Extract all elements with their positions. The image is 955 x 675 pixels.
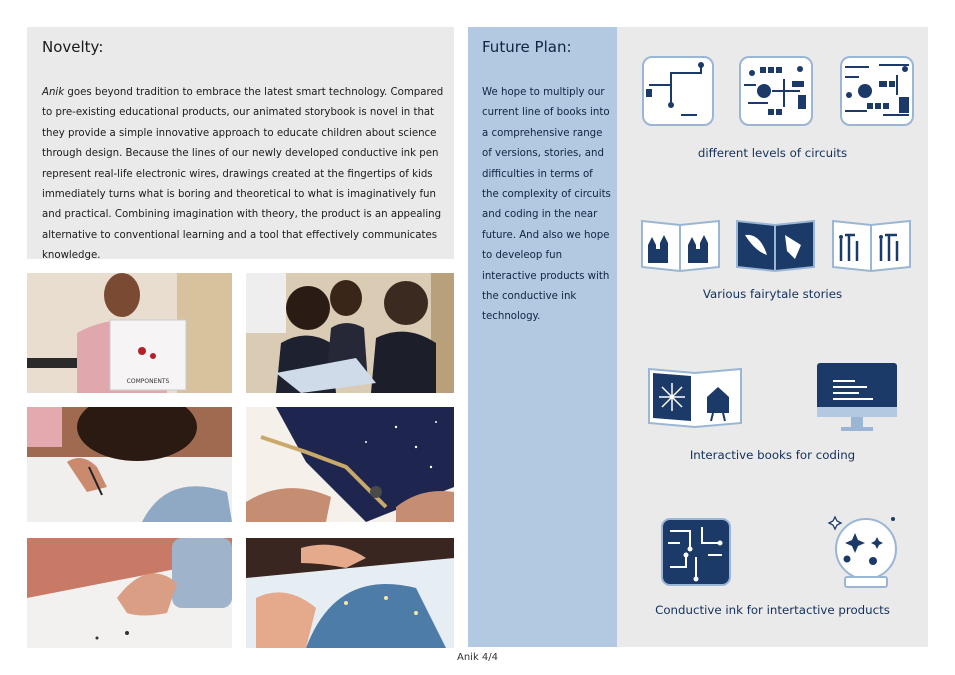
monitor-code-icon — [815, 361, 899, 433]
photo-hands-on-book — [27, 538, 232, 648]
caption-fairytale: Various fairytale stories — [702, 287, 843, 301]
castle-book-icon — [640, 215, 721, 273]
photo-circuit-drawing — [246, 407, 454, 522]
caption-conductive-ink: Conductive ink for intertactive products — [655, 603, 890, 617]
wing-book-icon — [735, 215, 816, 273]
features-panel — [617, 27, 928, 647]
brand-name: Anik — [42, 87, 65, 98]
book-cover-text: COMPONENTS — [126, 378, 170, 385]
photo-touching-book — [246, 538, 454, 648]
circuit-board-icon-2 — [738, 55, 814, 127]
novelty-title: Novelty: — [42, 38, 104, 56]
photo-child-drawing — [27, 407, 232, 522]
future-plan-title: Future Plan: — [482, 38, 572, 56]
circuit-chip-icon — [660, 517, 732, 587]
page-footer: Anik 4/4 — [456, 652, 499, 663]
novelty-text — [42, 83, 447, 267]
open-book-house-icon — [647, 363, 743, 429]
photo-kids-reading — [246, 273, 454, 393]
future-plan-body: We hope to multiply our current line of books into a comprehensive range of versions, stories, and difficulties in terms of the complexity of circuits and coding in the near future. And also we hope to develeop fun interactive products with the conductive ink technology. — [482, 87, 611, 323]
circuit-board-icon-3 — [839, 55, 915, 127]
circuit-board-icon — [641, 55, 715, 127]
photo-child-holding-book — [27, 273, 232, 393]
novelty-panel — [27, 27, 454, 262]
robot-book-icon — [831, 215, 912, 273]
crystal-ball-icon — [825, 511, 907, 591]
caption-circuit-levels: different levels of circuits — [697, 146, 848, 160]
caption-coding: Interactive books for coding — [689, 448, 856, 462]
future-plan-panel — [468, 27, 617, 647]
novelty-body: goes beyond tradition to embrace the latest smart technology. Compared to pre-existing educational products, our animated storybook is novel in that they provide a simple innovative approach to educate children about science through design. Because the lines of our newly developed conductive ink pen represent real-life electronic wires, drawings created at the fingertips of kids immediately turns what is boring and theoretical to what is imaginatively fun and practical. Combining imagination with theory, the product is an appealing alternative to conventional learning and a tool that effectively communicates knowledge. — [42, 87, 444, 262]
